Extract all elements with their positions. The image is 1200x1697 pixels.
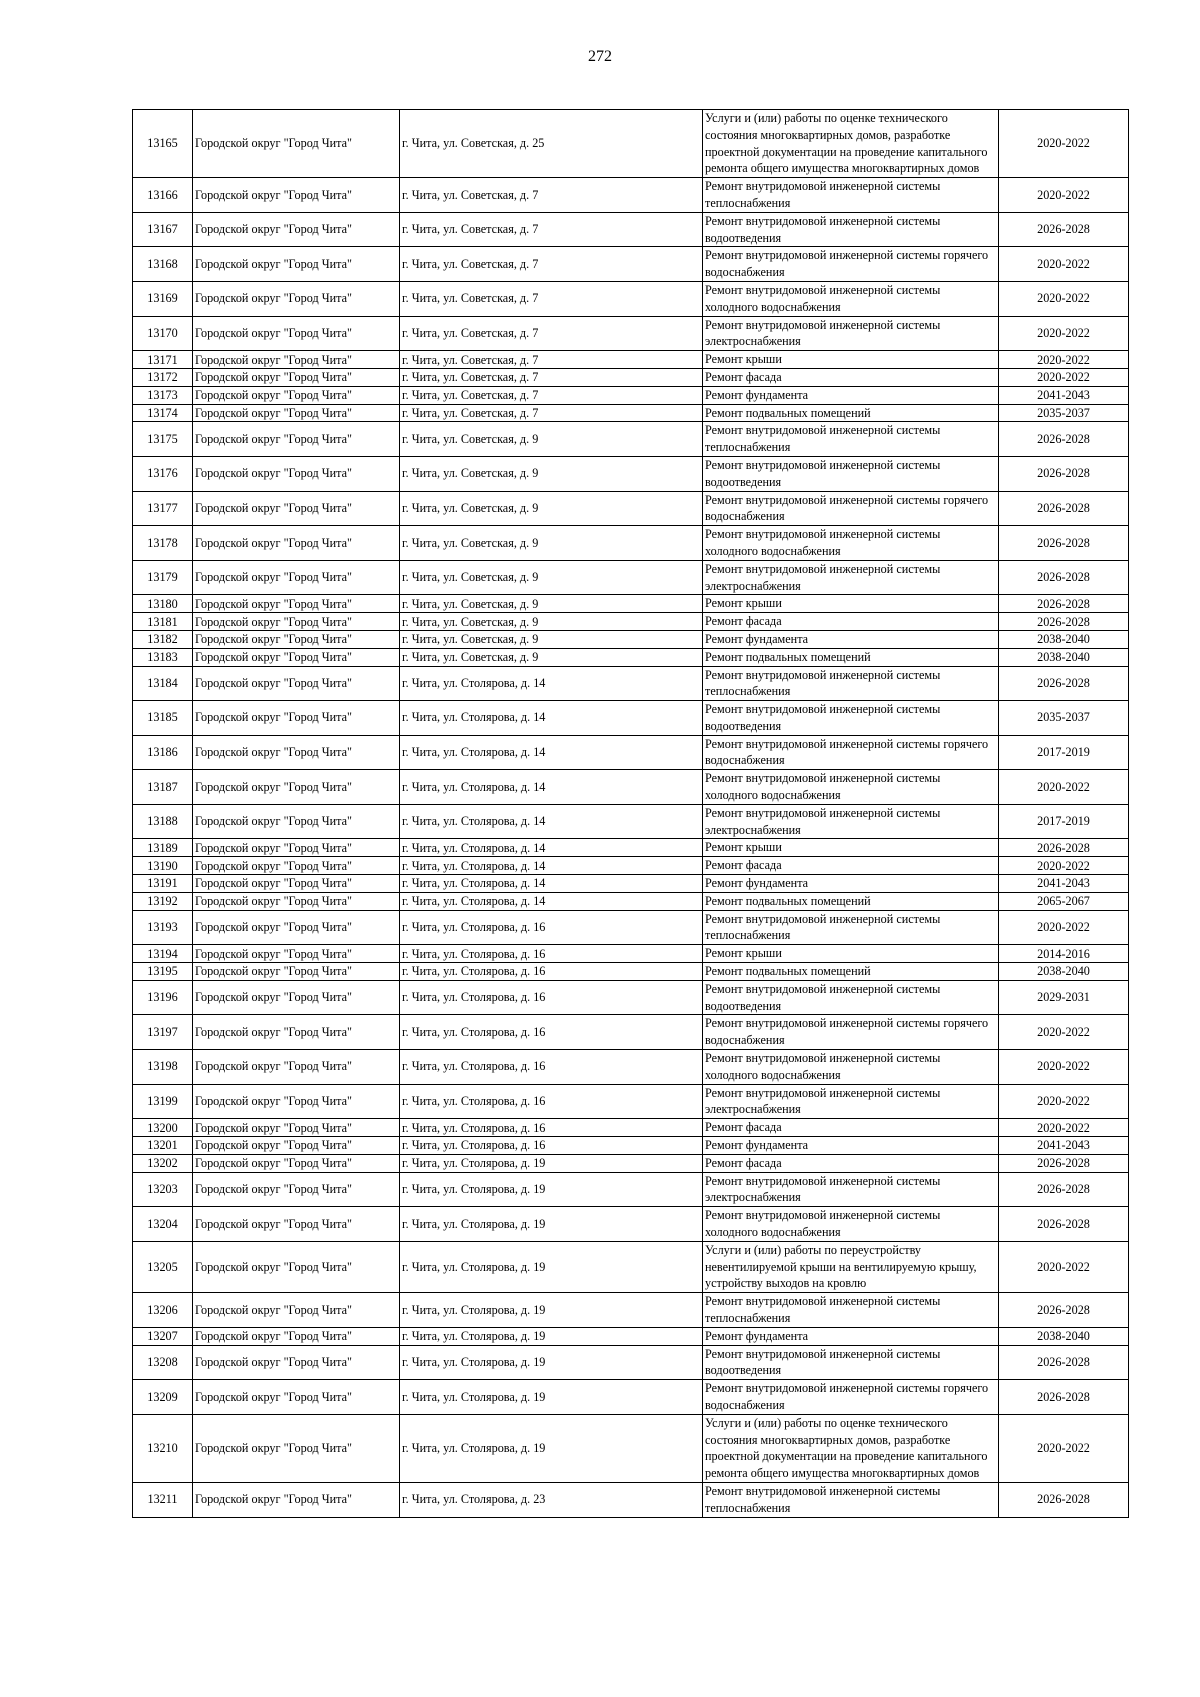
row-number: 13185 <box>133 701 193 736</box>
municipality-cell: Городской округ "Город Чита" <box>193 892 400 910</box>
municipality-cell: Городской округ "Город Чита" <box>193 613 400 631</box>
table-row <box>133 875 1129 893</box>
work-type-cell: Ремонт внутридомовой инженерной системы холодного водоснабжения <box>703 1207 999 1242</box>
term-cell: 2026-2028 <box>999 1345 1129 1380</box>
table-row <box>133 456 1129 491</box>
row-number: 13186 <box>133 735 193 770</box>
municipality-cell: Городской округ "Город Чита" <box>193 945 400 963</box>
table-row <box>133 212 1129 247</box>
address-cell: г. Чита, ул. Советская, д. 9 <box>400 526 703 561</box>
term-cell: 2026-2028 <box>999 212 1129 247</box>
work-type-cell: Ремонт внутридомовой инженерной системы теплоснабжения <box>703 910 999 945</box>
table-row <box>133 735 1129 770</box>
term-cell: 2020-2022 <box>999 910 1129 945</box>
term-cell: 2038-2040 <box>999 630 1129 648</box>
term-cell: 2026-2028 <box>999 1172 1129 1207</box>
work-type-cell: Ремонт внутридомовой инженерной системы теплоснабжения <box>703 1293 999 1328</box>
row-number: 13165 <box>133 110 193 178</box>
address-cell: г. Чита, ул. Столярова, д. 14 <box>400 804 703 839</box>
address-cell: г. Чита, ул. Советская, д. 7 <box>400 386 703 404</box>
term-cell: 2026-2028 <box>999 595 1129 613</box>
municipality-cell: Городской округ "Город Чита" <box>193 1050 400 1085</box>
municipality-cell: Городской округ "Город Чита" <box>193 1414 400 1482</box>
work-type-cell: Ремонт внутридомовой инженерной системы электроснабжения <box>703 1172 999 1207</box>
table-row <box>133 1414 1129 1482</box>
address-cell: г. Чита, ул. Столярова, д. 19 <box>400 1414 703 1482</box>
row-number: 13166 <box>133 178 193 213</box>
municipality-cell: Городской округ "Город Чита" <box>193 1293 400 1328</box>
row-number: 13168 <box>133 247 193 282</box>
term-cell: 2020-2022 <box>999 770 1129 805</box>
term-cell: 2026-2028 <box>999 491 1129 526</box>
table-row <box>133 491 1129 526</box>
table-row <box>133 281 1129 316</box>
term-cell: 2026-2028 <box>999 613 1129 631</box>
municipality-cell: Городской округ "Город Чита" <box>193 178 400 213</box>
table-row <box>133 1154 1129 1172</box>
work-type-cell: Ремонт внутридомовой инженерной системы электроснабжения <box>703 316 999 351</box>
table-row <box>133 386 1129 404</box>
table-row <box>133 526 1129 561</box>
work-type-cell: Ремонт фундамента <box>703 875 999 893</box>
address-cell: г. Чита, ул. Столярова, д. 14 <box>400 839 703 857</box>
work-type-cell: Ремонт фасада <box>703 1119 999 1137</box>
table-row <box>133 247 1129 282</box>
term-cell: 2020-2022 <box>999 110 1129 178</box>
term-cell: 2026-2028 <box>999 1207 1129 1242</box>
municipality-cell: Городской округ "Город Чита" <box>193 630 400 648</box>
municipality-cell: Городской округ "Город Чита" <box>193 281 400 316</box>
municipality-cell: Городской округ "Город Чита" <box>193 963 400 981</box>
work-type-cell: Ремонт фасада <box>703 613 999 631</box>
address-cell: г. Чита, ул. Столярова, д. 14 <box>400 701 703 736</box>
term-cell: 2020-2022 <box>999 1241 1129 1292</box>
municipality-cell: Городской округ "Город Чита" <box>193 1172 400 1207</box>
term-cell: 2026-2028 <box>999 839 1129 857</box>
term-cell: 2020-2022 <box>999 281 1129 316</box>
address-cell: г. Чита, ул. Столярова, д. 16 <box>400 1050 703 1085</box>
table-row <box>133 1293 1129 1328</box>
work-type-cell: Ремонт внутридомовой инженерной системы холодного водоснабжения <box>703 1050 999 1085</box>
term-cell: 2065-2067 <box>999 892 1129 910</box>
row-number: 13183 <box>133 648 193 666</box>
address-cell: г. Чита, ул. Советская, д. 9 <box>400 560 703 595</box>
table-row <box>133 1327 1129 1345</box>
address-cell: г. Чита, ул. Советская, д. 9 <box>400 648 703 666</box>
address-cell: г. Чита, ул. Столярова, д. 14 <box>400 875 703 893</box>
term-cell: 2020-2022 <box>999 1414 1129 1482</box>
work-type-cell: Ремонт фасада <box>703 1154 999 1172</box>
table-row <box>133 178 1129 213</box>
table-row <box>133 1482 1129 1517</box>
row-number: 13199 <box>133 1084 193 1119</box>
address-cell: г. Чита, ул. Столярова, д. 16 <box>400 910 703 945</box>
work-type-cell: Услуги и (или) работы по оценке технического состояния многоквартирных домов, разработке проектной документации на проведение капитального ремонта общего имущества многоквартирных домов <box>703 110 999 178</box>
work-type-cell: Ремонт крыши <box>703 945 999 963</box>
row-number: 13207 <box>133 1327 193 1345</box>
municipality-cell: Городской округ "Город Чита" <box>193 839 400 857</box>
row-number: 13170 <box>133 316 193 351</box>
address-cell: г. Чита, ул. Столярова, д. 14 <box>400 857 703 875</box>
municipality-cell: Городской округ "Город Чита" <box>193 1119 400 1137</box>
municipality-cell: Городской округ "Город Чита" <box>193 110 400 178</box>
term-cell: 2026-2028 <box>999 1482 1129 1517</box>
address-cell: г. Чита, ул. Столярова, д. 16 <box>400 963 703 981</box>
municipality-cell: Городской округ "Город Чита" <box>193 701 400 736</box>
row-number: 13202 <box>133 1154 193 1172</box>
row-number: 13169 <box>133 281 193 316</box>
row-number: 13179 <box>133 560 193 595</box>
municipality-cell: Городской округ "Город Чита" <box>193 1241 400 1292</box>
address-cell: г. Чита, ул. Столярова, д. 19 <box>400 1380 703 1415</box>
municipality-cell: Городской округ "Город Чита" <box>193 316 400 351</box>
table-row <box>133 1380 1129 1415</box>
row-number: 13211 <box>133 1482 193 1517</box>
term-cell: 2017-2019 <box>999 804 1129 839</box>
address-cell: г. Чита, ул. Столярова, д. 19 <box>400 1293 703 1328</box>
address-cell: г. Чита, ул. Советская, д. 7 <box>400 247 703 282</box>
work-type-cell: Ремонт фасада <box>703 857 999 875</box>
work-type-cell: Ремонт подвальных помещений <box>703 963 999 981</box>
row-number: 13176 <box>133 456 193 491</box>
table-row <box>133 701 1129 736</box>
term-cell: 2035-2037 <box>999 701 1129 736</box>
municipality-cell: Городской округ "Город Чита" <box>193 875 400 893</box>
table-row <box>133 804 1129 839</box>
address-cell: г. Чита, ул. Столярова, д. 19 <box>400 1172 703 1207</box>
municipality-cell: Городской округ "Город Чита" <box>193 1137 400 1155</box>
row-number: 13209 <box>133 1380 193 1415</box>
term-cell: 2017-2019 <box>999 735 1129 770</box>
row-number: 13172 <box>133 368 193 386</box>
row-number: 13204 <box>133 1207 193 1242</box>
row-number: 13205 <box>133 1241 193 1292</box>
term-cell: 2020-2022 <box>999 1015 1129 1050</box>
work-type-cell: Ремонт внутридомовой инженерной системы теплоснабжения <box>703 422 999 457</box>
row-number: 13173 <box>133 386 193 404</box>
address-cell: г. Чита, ул. Советская, д. 7 <box>400 316 703 351</box>
row-number: 13182 <box>133 630 193 648</box>
table-row <box>133 422 1129 457</box>
municipality-cell: Городской округ "Город Чита" <box>193 491 400 526</box>
work-type-cell: Ремонт внутридомовой инженерной системы холодного водоснабжения <box>703 281 999 316</box>
address-cell: г. Чита, ул. Столярова, д. 19 <box>400 1241 703 1292</box>
term-cell: 2026-2028 <box>999 422 1129 457</box>
municipality-cell: Городской округ "Город Чита" <box>193 351 400 369</box>
table-row <box>133 980 1129 1015</box>
table-row <box>133 316 1129 351</box>
work-type-cell: Ремонт подвальных помещений <box>703 892 999 910</box>
address-cell: г. Чита, ул. Советская, д. 7 <box>400 368 703 386</box>
term-cell: 2029-2031 <box>999 980 1129 1015</box>
municipality-cell: Городской округ "Город Чита" <box>193 980 400 1015</box>
work-type-cell: Ремонт внутридомовой инженерной системы горячего водоснабжения <box>703 1380 999 1415</box>
row-number: 13206 <box>133 1293 193 1328</box>
address-cell: г. Чита, ул. Столярова, д. 16 <box>400 945 703 963</box>
term-cell: 2020-2022 <box>999 351 1129 369</box>
municipality-cell: Городской округ "Город Чита" <box>193 1327 400 1345</box>
table-row <box>133 404 1129 422</box>
work-type-cell: Ремонт подвальных помещений <box>703 648 999 666</box>
work-type-cell: Ремонт внутридомовой инженерной системы горячего водоснабжения <box>703 735 999 770</box>
row-number: 13180 <box>133 595 193 613</box>
row-number: 13175 <box>133 422 193 457</box>
term-cell: 2026-2028 <box>999 456 1129 491</box>
work-type-cell: Ремонт фундамента <box>703 1137 999 1155</box>
address-cell: г. Чита, ул. Советская, д. 9 <box>400 595 703 613</box>
municipality-cell: Городской округ "Город Чита" <box>193 386 400 404</box>
work-type-cell: Ремонт фундамента <box>703 1327 999 1345</box>
work-type-cell: Ремонт внутридомовой инженерной системы водоотведения <box>703 701 999 736</box>
work-type-cell: Ремонт внутридомовой инженерной системы водоотведения <box>703 1345 999 1380</box>
row-number: 13203 <box>133 1172 193 1207</box>
address-cell: г. Чита, ул. Советская, д. 7 <box>400 404 703 422</box>
work-type-cell: Ремонт фундамента <box>703 386 999 404</box>
municipality-cell: Городской округ "Город Чита" <box>193 456 400 491</box>
row-number: 13178 <box>133 526 193 561</box>
table-row <box>133 351 1129 369</box>
address-cell: г. Чита, ул. Столярова, д. 23 <box>400 1482 703 1517</box>
address-cell: г. Чита, ул. Столярова, д. 16 <box>400 1119 703 1137</box>
table-row <box>133 368 1129 386</box>
term-cell: 2041-2043 <box>999 386 1129 404</box>
work-type-cell: Ремонт внутридомовой инженерной системы водоотведения <box>703 980 999 1015</box>
municipality-cell: Городской округ "Город Чита" <box>193 735 400 770</box>
term-cell: 2020-2022 <box>999 1119 1129 1137</box>
term-cell: 2020-2022 <box>999 368 1129 386</box>
address-cell: г. Чита, ул. Столярова, д. 16 <box>400 1137 703 1155</box>
table-row <box>133 770 1129 805</box>
table-row <box>133 963 1129 981</box>
work-type-cell: Ремонт внутридомовой инженерной системы горячего водоснабжения <box>703 491 999 526</box>
row-number: 13210 <box>133 1414 193 1482</box>
row-number: 13187 <box>133 770 193 805</box>
municipality-cell: Городской округ "Город Чита" <box>193 770 400 805</box>
work-type-cell: Услуги и (или) работы по переустройству невентилируемой крыши на вентилируемую крышу, устройству выходов на кровлю <box>703 1241 999 1292</box>
work-type-cell: Ремонт фасада <box>703 368 999 386</box>
term-cell: 2020-2022 <box>999 178 1129 213</box>
row-number: 13193 <box>133 910 193 945</box>
table-row <box>133 110 1129 178</box>
address-cell: г. Чита, ул. Советская, д. 9 <box>400 491 703 526</box>
address-cell: г. Чита, ул. Советская, д. 9 <box>400 613 703 631</box>
address-cell: г. Чита, ул. Советская, д. 9 <box>400 422 703 457</box>
term-cell: 2041-2043 <box>999 1137 1129 1155</box>
row-number: 13191 <box>133 875 193 893</box>
address-cell: г. Чита, ул. Столярова, д. 19 <box>400 1207 703 1242</box>
table-row <box>133 1207 1129 1242</box>
term-cell: 2020-2022 <box>999 247 1129 282</box>
municipality-cell: Городской округ "Город Чита" <box>193 1207 400 1242</box>
table-row <box>133 1137 1129 1155</box>
address-cell: г. Чита, ул. Столярова, д. 14 <box>400 735 703 770</box>
municipality-cell: Городской округ "Город Чита" <box>193 422 400 457</box>
work-type-cell: Ремонт внутридомовой инженерной системы теплоснабжения <box>703 1482 999 1517</box>
address-cell: г. Чита, ул. Советская, д. 7 <box>400 281 703 316</box>
address-cell: г. Чита, ул. Советская, д. 7 <box>400 178 703 213</box>
address-cell: г. Чита, ул. Столярова, д. 19 <box>400 1154 703 1172</box>
row-number: 13177 <box>133 491 193 526</box>
address-cell: г. Чита, ул. Советская, д. 7 <box>400 351 703 369</box>
term-cell: 2041-2043 <box>999 875 1129 893</box>
work-type-cell: Ремонт крыши <box>703 595 999 613</box>
municipality-cell: Городской округ "Город Чита" <box>193 1154 400 1172</box>
work-type-cell: Ремонт внутридомовой инженерной системы водоотведения <box>703 212 999 247</box>
repair-schedule-table <box>132 109 1129 1518</box>
table-row <box>133 910 1129 945</box>
table-row <box>133 560 1129 595</box>
work-type-cell: Ремонт внутридомовой инженерной системы теплоснабжения <box>703 178 999 213</box>
row-number: 13171 <box>133 351 193 369</box>
row-number: 13181 <box>133 613 193 631</box>
address-cell: г. Чита, ул. Советская, д. 7 <box>400 212 703 247</box>
municipality-cell: Городской округ "Город Чита" <box>193 804 400 839</box>
term-cell: 2026-2028 <box>999 526 1129 561</box>
term-cell: 2038-2040 <box>999 963 1129 981</box>
row-number: 13198 <box>133 1050 193 1085</box>
address-cell: г. Чита, ул. Столярова, д. 19 <box>400 1327 703 1345</box>
table-row <box>133 945 1129 963</box>
term-cell: 2014-2016 <box>999 945 1129 963</box>
row-number: 13201 <box>133 1137 193 1155</box>
table-row <box>133 857 1129 875</box>
term-cell: 2020-2022 <box>999 857 1129 875</box>
address-cell: г. Чита, ул. Столярова, д. 19 <box>400 1345 703 1380</box>
row-number: 13192 <box>133 892 193 910</box>
term-cell: 2038-2040 <box>999 1327 1129 1345</box>
municipality-cell: Городской округ "Город Чита" <box>193 247 400 282</box>
work-type-cell: Ремонт внутридомовой инженерной системы теплоснабжения <box>703 666 999 701</box>
term-cell: 2035-2037 <box>999 404 1129 422</box>
work-type-cell: Ремонт внутридомовой инженерной системы холодного водоснабжения <box>703 526 999 561</box>
work-type-cell: Услуги и (или) работы по оценке технического состояния многоквартирных домов, разработке проектной документации на проведение капитального ремонта общего имущества многоквартирных домов <box>703 1414 999 1482</box>
table-row <box>133 1084 1129 1119</box>
municipality-cell: Городской округ "Город Чита" <box>193 526 400 561</box>
table-row <box>133 892 1129 910</box>
address-cell: г. Чита, ул. Столярова, д. 16 <box>400 980 703 1015</box>
municipality-cell: Городской округ "Город Чита" <box>193 648 400 666</box>
address-cell: г. Чита, ул. Советская, д. 9 <box>400 630 703 648</box>
table-row <box>133 839 1129 857</box>
table-row <box>133 1241 1129 1292</box>
address-cell: г. Чита, ул. Столярова, д. 14 <box>400 666 703 701</box>
term-cell: 2026-2028 <box>999 666 1129 701</box>
term-cell: 2020-2022 <box>999 316 1129 351</box>
row-number: 13167 <box>133 212 193 247</box>
table-row <box>133 1345 1129 1380</box>
municipality-cell: Городской округ "Город Чита" <box>193 1380 400 1415</box>
municipality-cell: Городской округ "Город Чита" <box>193 910 400 945</box>
address-cell: г. Чита, ул. Столярова, д. 16 <box>400 1015 703 1050</box>
row-number: 13190 <box>133 857 193 875</box>
address-cell: г. Чита, ул. Столярова, д. 16 <box>400 1084 703 1119</box>
address-cell: г. Чита, ул. Столярова, д. 14 <box>400 892 703 910</box>
table-row <box>133 1050 1129 1085</box>
address-cell: г. Чита, ул. Советская, д. 9 <box>400 456 703 491</box>
work-type-cell: Ремонт внутридомовой инженерной системы водоотведения <box>703 456 999 491</box>
term-cell: 2020-2022 <box>999 1084 1129 1119</box>
municipality-cell: Городской округ "Город Чита" <box>193 368 400 386</box>
municipality-cell: Городской округ "Город Чита" <box>193 212 400 247</box>
municipality-cell: Городской округ "Город Чита" <box>193 857 400 875</box>
table-row <box>133 630 1129 648</box>
table-row <box>133 613 1129 631</box>
work-type-cell: Ремонт крыши <box>703 351 999 369</box>
term-cell: 2026-2028 <box>999 1154 1129 1172</box>
work-type-cell: Ремонт крыши <box>703 839 999 857</box>
row-number: 13189 <box>133 839 193 857</box>
term-cell: 2026-2028 <box>999 1380 1129 1415</box>
table-row <box>133 1119 1129 1137</box>
work-type-cell: Ремонт внутридомовой инженерной системы холодного водоснабжения <box>703 770 999 805</box>
municipality-cell: Городской округ "Город Чита" <box>193 560 400 595</box>
table-row <box>133 595 1129 613</box>
row-number: 13188 <box>133 804 193 839</box>
address-cell: г. Чита, ул. Столярова, д. 14 <box>400 770 703 805</box>
row-number: 13200 <box>133 1119 193 1137</box>
address-cell: г. Чита, ул. Советская, д. 25 <box>400 110 703 178</box>
row-number: 13194 <box>133 945 193 963</box>
row-number: 13174 <box>133 404 193 422</box>
work-type-cell: Ремонт внутридомовой инженерной системы горячего водоснабжения <box>703 1015 999 1050</box>
row-number: 13195 <box>133 963 193 981</box>
municipality-cell: Городской округ "Город Чита" <box>193 595 400 613</box>
term-cell: 2026-2028 <box>999 1293 1129 1328</box>
row-number: 13208 <box>133 1345 193 1380</box>
row-number: 13184 <box>133 666 193 701</box>
work-type-cell: Ремонт внутридомовой инженерной системы электроснабжения <box>703 804 999 839</box>
row-number: 13196 <box>133 980 193 1015</box>
work-type-cell: Ремонт внутридомовой инженерной системы электроснабжения <box>703 1084 999 1119</box>
municipality-cell: Городской округ "Город Чита" <box>193 666 400 701</box>
work-type-cell: Ремонт внутридомовой инженерной системы электроснабжения <box>703 560 999 595</box>
table-row <box>133 1015 1129 1050</box>
page-number: 272 <box>588 48 612 65</box>
municipality-cell: Городской округ "Город Чита" <box>193 1482 400 1517</box>
table-row <box>133 1172 1129 1207</box>
work-type-cell: Ремонт внутридомовой инженерной системы горячего водоснабжения <box>703 247 999 282</box>
municipality-cell: Городской округ "Город Чита" <box>193 1084 400 1119</box>
work-type-cell: Ремонт фундамента <box>703 630 999 648</box>
term-cell: 2038-2040 <box>999 648 1129 666</box>
table-row <box>133 666 1129 701</box>
term-cell: 2026-2028 <box>999 560 1129 595</box>
table-row <box>133 648 1129 666</box>
municipality-cell: Городской округ "Город Чита" <box>193 1345 400 1380</box>
municipality-cell: Городской округ "Город Чита" <box>193 404 400 422</box>
row-number: 13197 <box>133 1015 193 1050</box>
work-type-cell: Ремонт подвальных помещений <box>703 404 999 422</box>
municipality-cell: Городской округ "Город Чита" <box>193 1015 400 1050</box>
term-cell: 2020-2022 <box>999 1050 1129 1085</box>
